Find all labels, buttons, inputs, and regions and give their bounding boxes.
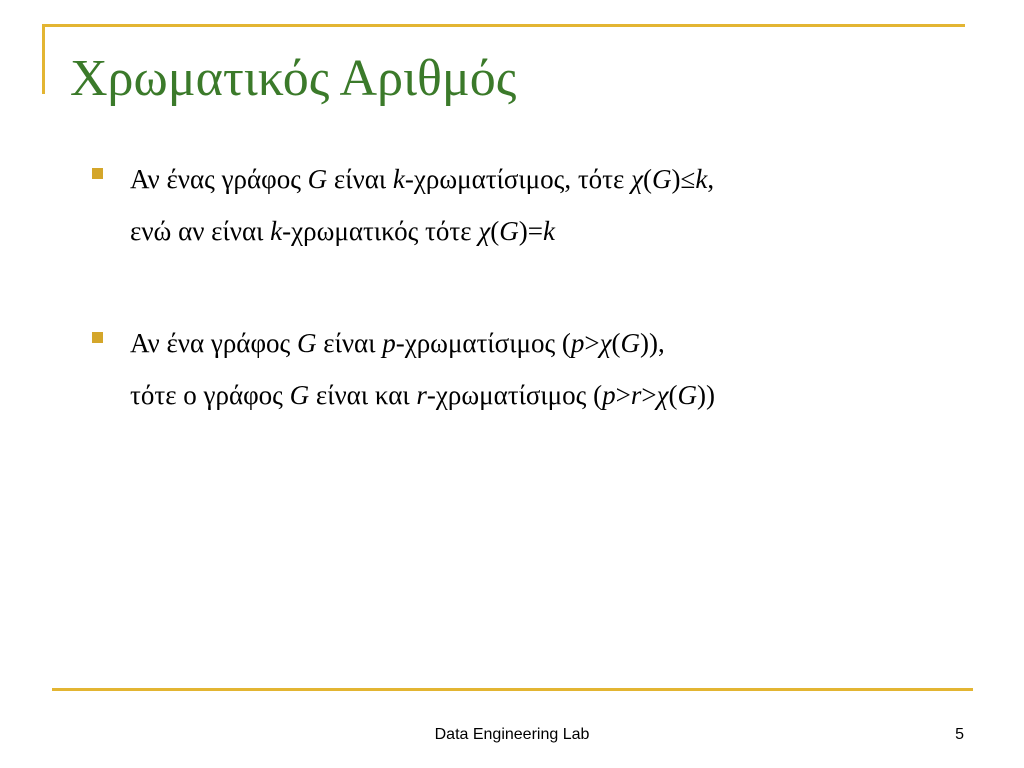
top-accent-line: [42, 24, 965, 27]
page-number: 5: [955, 726, 964, 743]
math-variable: k: [542, 216, 555, 246]
bullet-text: [130, 153, 972, 257]
text-run: >: [615, 380, 631, 410]
math-variable: χ: [631, 164, 644, 194]
math-variable: p: [382, 328, 396, 358]
math-variable: G: [499, 216, 519, 246]
math-variable: G: [307, 164, 328, 194]
math-variable: χ: [656, 380, 669, 410]
square-bullet-icon: [92, 168, 103, 179]
text-run: -χρωματίσιμος, τότε: [404, 164, 632, 194]
math-variable: p: [602, 380, 616, 410]
text-run: )),: [640, 328, 665, 358]
bullet-line: [130, 153, 972, 205]
bullet-text: [130, 317, 972, 421]
math-variable: G: [289, 380, 310, 410]
slide-title: Χρωματικός Αριθμός: [70, 50, 517, 107]
text-run: ,: [707, 164, 715, 194]
text-run: ενώ αν είναι: [130, 216, 271, 246]
left-accent-line: [42, 24, 45, 94]
text-run: (: [490, 216, 500, 246]
math-variable: G: [296, 328, 317, 358]
text-run: (: [668, 380, 678, 410]
text-run: )): [696, 380, 715, 410]
math-variable: k: [695, 164, 708, 194]
text-run: (: [611, 328, 621, 358]
text-run: -χρωματικός τότε: [282, 216, 479, 246]
text-run: είναι και: [309, 380, 417, 410]
bullet-line: [130, 205, 972, 257]
text-run: τότε ο γράφος: [130, 380, 290, 410]
math-variable: k: [270, 216, 283, 246]
text-run: είναι: [316, 328, 383, 358]
footer-label: Data Engineering Lab: [434, 726, 590, 743]
math-variable: r: [416, 380, 427, 410]
bullet-line: [130, 369, 972, 421]
text-run: -χρωματίσιμος (: [426, 380, 603, 410]
text-run: >: [584, 328, 600, 358]
text-run: Αν ένα γράφος: [130, 328, 297, 358]
text-run: (: [643, 164, 653, 194]
bullet-item-2: [92, 317, 972, 421]
math-variable: G: [677, 380, 697, 410]
text-run: )≤: [671, 164, 696, 194]
bottom-accent-line: [52, 688, 973, 691]
math-variable: χ: [599, 328, 612, 358]
text-run: είναι: [327, 164, 393, 194]
math-variable: G: [620, 328, 641, 358]
math-variable: χ: [478, 216, 491, 246]
math-variable: r: [630, 380, 642, 410]
math-variable: G: [652, 164, 672, 194]
text-run: -χρωματίσιμος (: [395, 328, 571, 358]
square-bullet-icon: [92, 332, 103, 343]
text-run: )=: [518, 216, 543, 246]
math-variable: p: [570, 328, 585, 358]
math-variable: k: [392, 164, 405, 194]
bullet-line: [130, 317, 972, 369]
text-run: Αν ένας γράφος: [130, 164, 308, 194]
bullet-item-1: [92, 153, 972, 257]
text-run: >: [641, 380, 657, 410]
